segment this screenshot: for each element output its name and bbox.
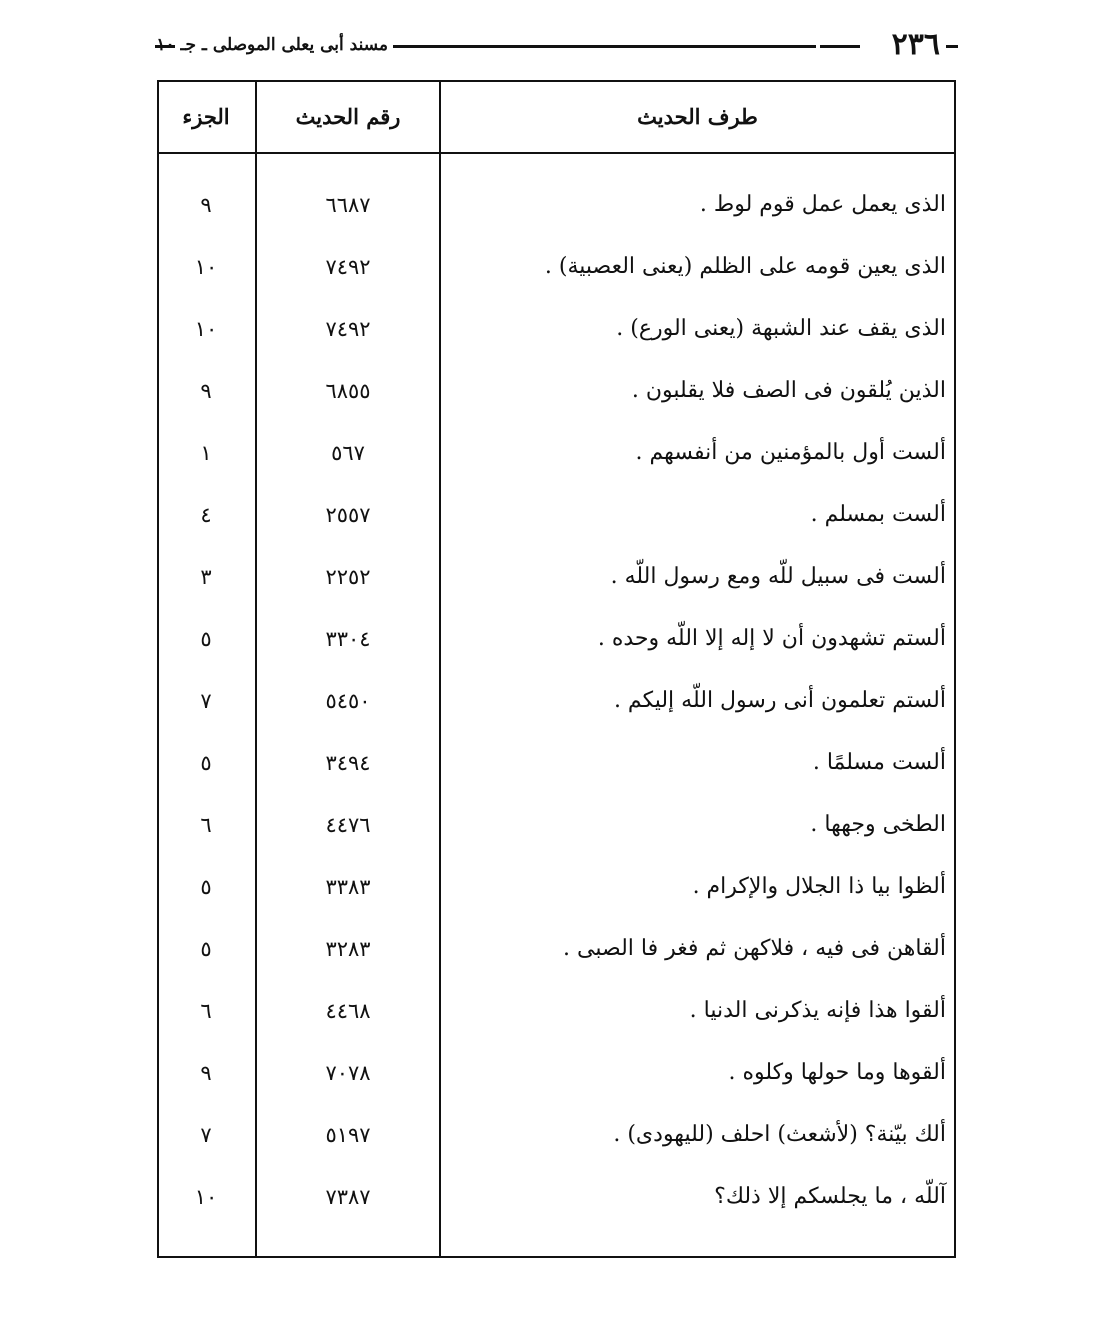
table-row [159,856,954,918]
juz-cell: ٥ [200,751,212,775]
table-row [159,980,954,1042]
table-row [159,1042,954,1104]
table-row [159,174,954,236]
juz-cell: ١٠ [194,317,218,341]
number-cell: ٣٣٨٣ [325,875,371,899]
table-row [159,422,954,484]
juz-cell: ٣ [200,565,212,589]
hadith-cell: الطخى وجهها . [810,812,946,837]
number-cell: ٥٤٥٠ [325,689,371,713]
hadith-cell: ألست بمسلم . [810,502,946,527]
juz-cell: ٩ [200,193,212,217]
number-cell: ٢٢٥٢ [325,565,371,589]
table-row [159,918,954,980]
hadith-cell: الذى يعمل عمل قوم لوط . [699,192,946,217]
table-row [159,360,954,422]
number-cell: ٥١٩٧ [325,1123,371,1147]
hadith-cell: ألقوا هذا فإنه يذكرنى الدنيا . [689,998,946,1023]
juz-cell: ٩ [200,379,212,403]
page-number: ٢٣٦ [891,27,940,62]
juz-cell: ٧ [200,689,212,713]
number-cell: ٤٤٦٨ [325,999,371,1023]
juz-cell: ٥ [200,627,212,651]
header-rule [393,45,816,48]
table-row [159,1166,954,1228]
table-row [159,484,954,546]
header-rule [155,45,175,48]
number-cell: ٧٤٩٢ [325,317,371,341]
juz-cell: ٦ [200,999,212,1023]
hadith-cell: ألقوها وما حولها وكلوه . [728,1060,946,1085]
juz-cell: ١ [200,441,212,465]
juz-cell: ٦ [200,813,212,837]
number-cell: ٣٢٨٣ [325,937,371,961]
number-cell: ٧٤٩٢ [325,255,371,279]
column-header-juz: الجزء [182,104,230,129]
hadith-index-table [157,80,956,1258]
number-cell: ٢٥٥٧ [325,503,371,527]
hadith-cell: الذى يقف عند الشبهة (يعنى الورع) . [616,316,946,341]
hadith-cell: ألستم تشهدون أن لا إله إلا اللّه وحده . [597,626,946,651]
running-title: مسند أبى يعلى الموصلى ـ جـ [180,35,388,55]
hadith-cell: الذى يعين قومه على الظلم (يعنى العصبية) . [544,254,946,279]
table-row [159,298,954,360]
header-rule [946,45,958,48]
number-cell: ٤٤٧٦ [325,813,371,837]
number-cell: ٥٦٧ [331,441,365,465]
hadith-cell: الذين يُلقون فى الصف فلا يقلبون . [631,378,946,403]
juz-cell: ٧ [200,1123,212,1147]
hadith-cell: ألقاهن فى فيه ، فلاكهن ثم فغر فا الصبى . [563,936,946,961]
juz-cell: ٥ [200,875,212,899]
column-header-number: رقم الحديث [295,104,401,129]
column-header-hadith: طرف الحديث [637,104,758,129]
juz-cell: ١٠ [194,255,218,279]
hadith-cell: آللّه ، ما يجلسكم إلا ذلك؟ [714,1184,946,1209]
hadith-cell: ألظوا بيا ذا الجلال والإكرام . [692,874,946,899]
hadith-cell: ألست فى سبيل للّه ومع رسول اللّه . [610,564,946,589]
number-cell: ٣٣٠٤ [325,627,371,651]
table-row [159,732,954,794]
juz-cell: ١٠ [194,1185,218,1209]
number-cell: ٦٨٥٥ [325,379,371,403]
hadith-cell: ألست مسلمًا . [812,750,946,775]
table-row [159,670,954,732]
number-cell: ٣٤٩٤ [325,751,371,775]
table-row [159,1104,954,1166]
juz-cell: ٩ [200,1061,212,1085]
hadith-cell: ألك بيّنة؟ (لأشعث) احلف (لليهودى) . [613,1122,946,1147]
header-divider [159,152,954,154]
number-cell: ٧٣٨٧ [325,1185,371,1209]
table-row [159,546,954,608]
page-header [155,28,958,62]
header-rule [820,45,860,48]
hadith-cell: ألست أول بالمؤمنين من أنفسهم . [635,440,946,465]
table-row [159,236,954,298]
hadith-cell: ألستم تعلمون أنى رسول اللّه إليكم . [613,688,946,713]
table-row [159,794,954,856]
juz-cell: ٤ [200,503,212,527]
juz-cell: ٥ [200,937,212,961]
table-row [159,608,954,670]
number-cell: ٦٦٨٧ [325,193,371,217]
table-body [159,174,954,1228]
number-cell: ٧٠٧٨ [325,1061,371,1085]
